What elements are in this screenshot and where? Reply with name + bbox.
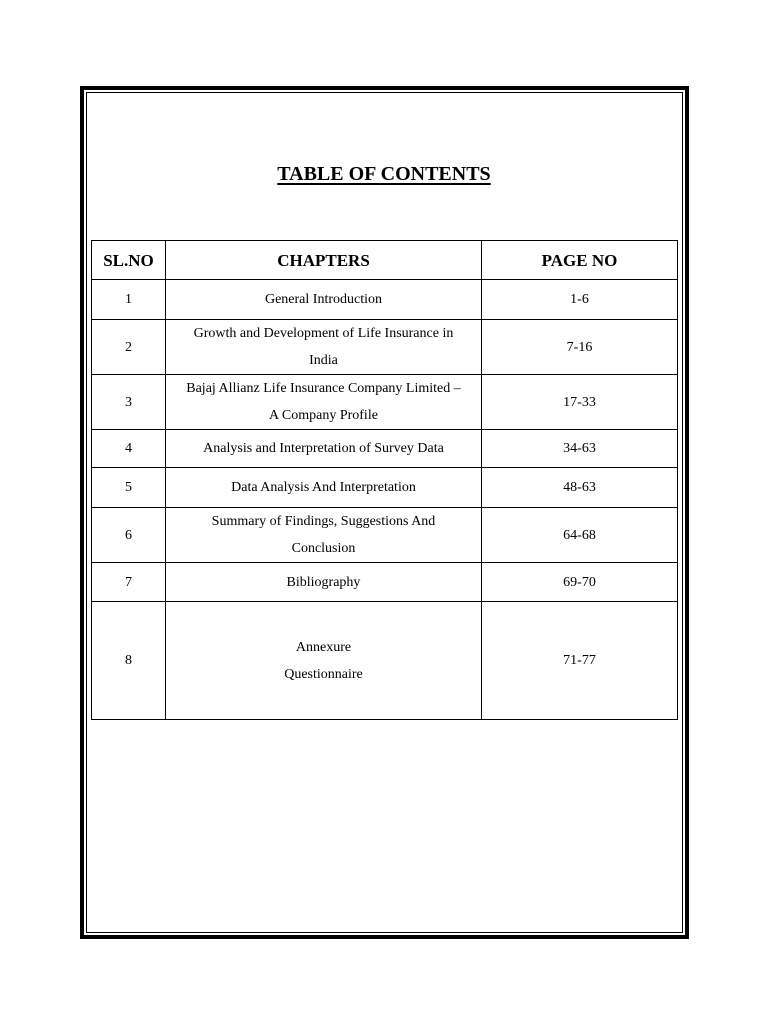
row-chapter bbox=[166, 468, 482, 508]
row-chapter bbox=[166, 430, 482, 468]
table-row bbox=[92, 468, 678, 508]
table-row bbox=[92, 508, 678, 563]
row-chapter bbox=[166, 508, 482, 563]
row-page-no: 1-6 bbox=[482, 280, 678, 320]
chapter-line: Questionnaire bbox=[284, 666, 363, 682]
table-row bbox=[92, 375, 678, 430]
row-page-no: 71-77 bbox=[482, 602, 678, 720]
row-sl-no: 5 bbox=[92, 468, 166, 508]
table-header-row bbox=[92, 241, 678, 280]
contents-table bbox=[91, 240, 678, 720]
row-page-no: 69-70 bbox=[482, 563, 678, 602]
row-page-no: 17-33 bbox=[482, 375, 678, 430]
row-page-no: 64-68 bbox=[482, 508, 678, 563]
chapter-line: General Introduction bbox=[264, 292, 382, 307]
document-title: TABLE OF CONTENTS bbox=[277, 163, 491, 185]
table-row bbox=[92, 563, 678, 602]
header-sl-no: SL.NO bbox=[92, 241, 166, 280]
chapter-line: Annexure bbox=[295, 639, 352, 655]
table-row bbox=[92, 320, 678, 375]
table-row bbox=[92, 430, 678, 468]
row-chapter bbox=[166, 602, 482, 720]
chapter-line: Bibliography bbox=[286, 574, 361, 590]
row-sl-no: 7 bbox=[92, 563, 166, 602]
chapter-line: Conclusion bbox=[291, 541, 356, 556]
chapter-line: Growth and Development of Life Insurance in bbox=[193, 326, 454, 341]
chapter-line: Bajaj Allianz Life Insurance Company Limited – bbox=[186, 381, 461, 396]
row-page-no: 48-63 bbox=[482, 468, 678, 508]
row-sl-no: 6 bbox=[92, 508, 166, 563]
table-row bbox=[92, 280, 678, 320]
row-page-no: 34-63 bbox=[482, 430, 678, 468]
row-sl-no: 4 bbox=[92, 430, 166, 468]
table-row bbox=[92, 602, 678, 720]
row-sl-no: 3 bbox=[92, 375, 166, 430]
row-sl-no: 2 bbox=[92, 320, 166, 375]
row-chapter bbox=[166, 375, 482, 430]
row-sl-no: 1 bbox=[92, 280, 166, 320]
chapter-line: Analysis and Interpretation of Survey Data bbox=[203, 441, 444, 456]
chapter-line: Data Analysis And Interpretation bbox=[231, 480, 416, 495]
chapter-line: A Company Profile bbox=[269, 408, 378, 423]
row-chapter bbox=[166, 320, 482, 375]
header-chapters: CHAPTERS bbox=[166, 241, 482, 280]
row-chapter bbox=[166, 563, 482, 602]
chapter-line: India bbox=[309, 353, 338, 368]
chapter-line: Summary of Findings, Suggestions And bbox=[211, 514, 436, 529]
row-page-no: 7-16 bbox=[482, 320, 678, 375]
row-chapter bbox=[166, 280, 482, 320]
row-sl-no: 8 bbox=[92, 602, 166, 720]
header-page-no: PAGE NO bbox=[482, 241, 678, 280]
